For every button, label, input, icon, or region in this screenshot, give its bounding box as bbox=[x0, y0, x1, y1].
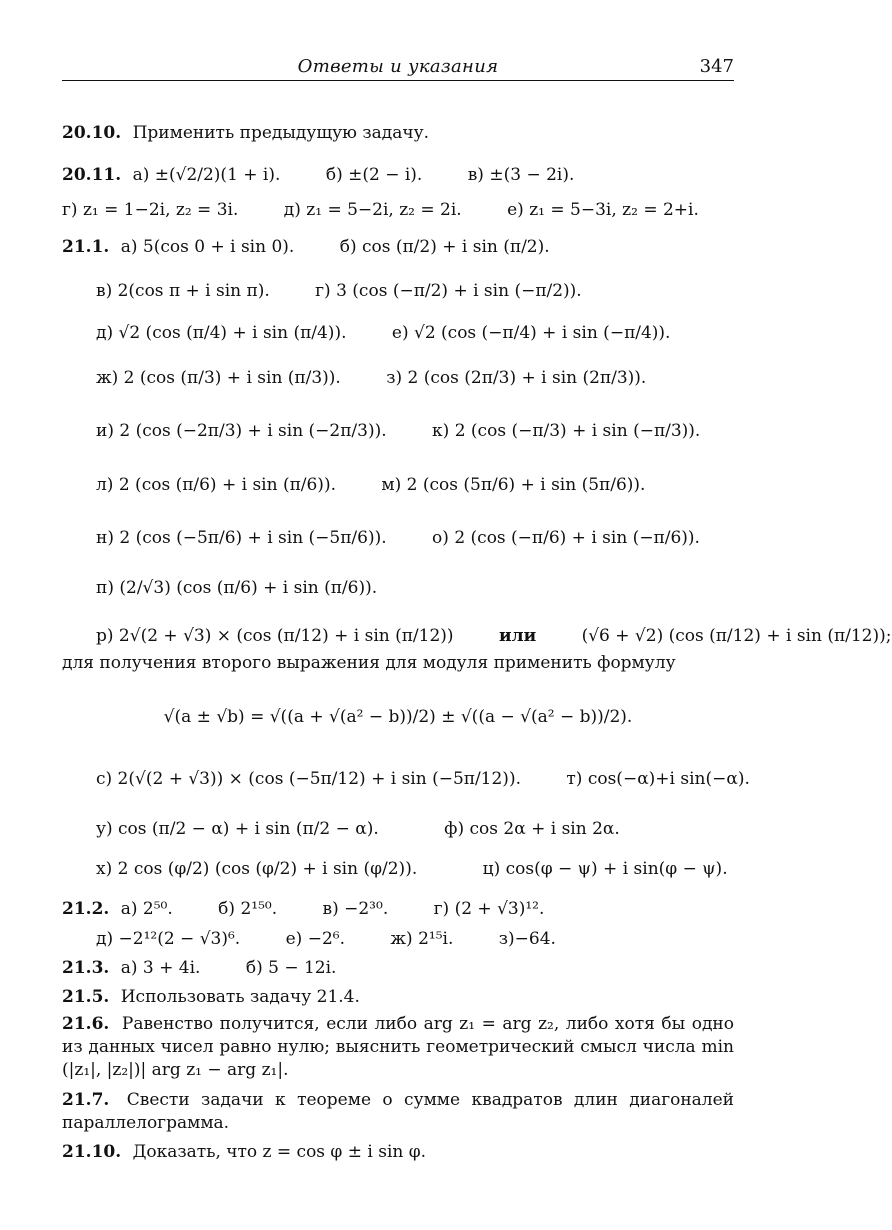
answer-part: з)−64. bbox=[498, 929, 556, 949]
answer-line bbox=[62, 577, 768, 599]
answer-part: р) 2√(2 + √3) × (cos (π/12) + i sin (π/12)) bbox=[96, 626, 454, 646]
answer-part: в) ±(3 − 2i). bbox=[467, 165, 575, 185]
answer-part: б) cos (π/2) + i sin (π/2). bbox=[339, 237, 550, 257]
text-line bbox=[62, 652, 734, 674]
answer-part: л) 2 (cos (π/6) + i sin (π/6)). bbox=[96, 475, 336, 495]
page-number: 347 bbox=[699, 56, 734, 77]
answer-line bbox=[62, 818, 768, 840]
answer-part: б) 5 − 12i. bbox=[245, 958, 337, 978]
answer-part: в) −2³⁰. bbox=[322, 899, 389, 919]
answer-part: а) ±(√2/2)(1 + i). bbox=[132, 165, 281, 185]
answer-text: Применить предыдущую задачу. bbox=[132, 123, 430, 143]
answer-text: Использовать задачу 21.4. bbox=[120, 987, 360, 1007]
problem-number: 21.3. bbox=[62, 958, 110, 978]
answer-part: в) 2(cos π + i sin π). bbox=[96, 281, 270, 301]
answer-part: а) 2⁵⁰. bbox=[120, 899, 173, 919]
answer-paragraph bbox=[62, 1089, 734, 1135]
answer-part: г) (2 + √3)¹². bbox=[433, 899, 545, 919]
formula-text: √(a ± √b) = √((a + √(a² − b))/2) ± √((a − √(a² − b))/2). bbox=[163, 707, 633, 727]
answer-line bbox=[62, 474, 768, 496]
formula bbox=[62, 706, 734, 728]
answer-part: с) 2(√(2 + √3)) × (cos (−5π/12) + i sin (−5π/12)). bbox=[96, 769, 521, 789]
answer-line bbox=[62, 122, 734, 144]
answer-line bbox=[62, 957, 734, 979]
running-header bbox=[62, 50, 734, 81]
answer-part: ж) 2 (cos (π/3) + i sin (π/3)). bbox=[96, 368, 341, 388]
problem-number: 21.1. bbox=[62, 237, 110, 257]
problem-number: 21.10. bbox=[62, 1142, 122, 1162]
answer-part: и) 2 (cos (−2π/3) + i sin (−2π/3)). bbox=[96, 421, 387, 441]
answer-part: к) 2 (cos (−π/3) + i sin (−π/3)). bbox=[432, 421, 701, 441]
answer-part: з) 2 (cos (2π/3) + i sin (2π/3)). bbox=[386, 368, 647, 388]
answer-line bbox=[62, 199, 734, 221]
answer-part: т) cos(−α)+i sin(−α). bbox=[566, 769, 750, 789]
answer-part: г) z₁ = 1−2i, z₂ = 3i. bbox=[62, 200, 239, 220]
answer-part: е) √2 (cos (−π/4) + i sin (−π/4)). bbox=[391, 323, 671, 343]
answer-part: е) −2⁶. bbox=[285, 929, 345, 949]
answer-paragraph bbox=[62, 1141, 734, 1164]
answer-part: д) z₁ = 5−2i, z₂ = 2i. bbox=[283, 200, 462, 220]
answer-line bbox=[62, 236, 734, 258]
problem-number: 20.11. bbox=[62, 165, 122, 185]
answer-part: м) 2 (cos (5π/6) + i sin (5π/6)). bbox=[381, 475, 646, 495]
answer-part: у) cos (π/2 − α) + i sin (π/2 − α). bbox=[96, 819, 379, 839]
answer-part: х) 2 cos (φ/2) (cos (φ/2) + i sin (φ/2)). bbox=[96, 859, 418, 879]
answer-part: или bbox=[498, 626, 537, 646]
answer-part: д) √2 (cos (π/4) + i sin (π/4)). bbox=[96, 323, 347, 343]
answer-line bbox=[62, 164, 734, 186]
answer-paragraph bbox=[62, 1013, 734, 1082]
answer-line bbox=[62, 928, 768, 950]
answer-line bbox=[62, 898, 734, 920]
answer-part: ж) 2¹⁵i. bbox=[390, 929, 454, 949]
answer-text: для получения второго выражения для модуля применить формулу bbox=[62, 653, 676, 673]
problem-number: 21.2. bbox=[62, 899, 110, 919]
answer-line bbox=[62, 625, 892, 647]
answer-line bbox=[62, 858, 768, 880]
answer-part: о) 2 (cos (−π/6) + i sin (−π/6)). bbox=[432, 528, 700, 548]
answer-part: б) 2¹⁵⁰. bbox=[218, 899, 278, 919]
answer-line bbox=[62, 420, 768, 442]
answer-part: ф) cos 2α + i sin 2α. bbox=[444, 819, 620, 839]
answer-line bbox=[62, 367, 768, 389]
problem-number: 21.6. bbox=[62, 1014, 110, 1034]
answer-part: н) 2 (cos (−5π/6) + i sin (−5π/6)). bbox=[96, 528, 387, 548]
answer-part: б) ±(2 − i). bbox=[325, 165, 423, 185]
answer-text: Доказать, что z = cos φ ± i sin φ. bbox=[132, 1142, 427, 1162]
problem-number: 21.5. bbox=[62, 987, 110, 1007]
answer-part: г) 3 (cos (−π/2) + i sin (−π/2)). bbox=[315, 281, 582, 301]
problem-number: 21.7. bbox=[62, 1090, 110, 1110]
answer-line bbox=[62, 768, 768, 790]
answer-text: Равенство получится, если либо arg z₁ = arg z₂, либо хотя бы одно из данных чисел равно нулю; выяснить геометрический смысл числа min (|z₁|, |z₂|)| arg z₁ − arg z₁|. bbox=[62, 1014, 734, 1080]
answer-line bbox=[62, 527, 768, 549]
answer-part: (√6 + √2) (cos (π/12) + i sin (π/12)); bbox=[581, 626, 892, 646]
answer-part: а) 5(cos 0 + i sin 0). bbox=[120, 237, 295, 257]
answer-part: а) 3 + 4i. bbox=[120, 958, 201, 978]
answer-part: д) −2¹²(2 − √3)⁶. bbox=[96, 929, 241, 949]
answer-line bbox=[62, 322, 768, 344]
answer-part: ц) cos(φ − ψ) + i sin(φ − ψ). bbox=[482, 859, 728, 879]
running-title: Ответы и указания bbox=[297, 56, 499, 77]
answer-line bbox=[62, 986, 734, 1008]
answer-part: п) (2/√3) (cos (π/6) + i sin (π/6)). bbox=[96, 578, 378, 598]
problem-number: 20.10. bbox=[62, 123, 122, 143]
answer-part: е) z₁ = 5−3i, z₂ = 2+i. bbox=[507, 200, 699, 220]
answer-line bbox=[62, 280, 768, 302]
answer-text: Свести задачи к теореме о сумме квадратов длин диагоналей параллелограмма. bbox=[62, 1090, 734, 1133]
